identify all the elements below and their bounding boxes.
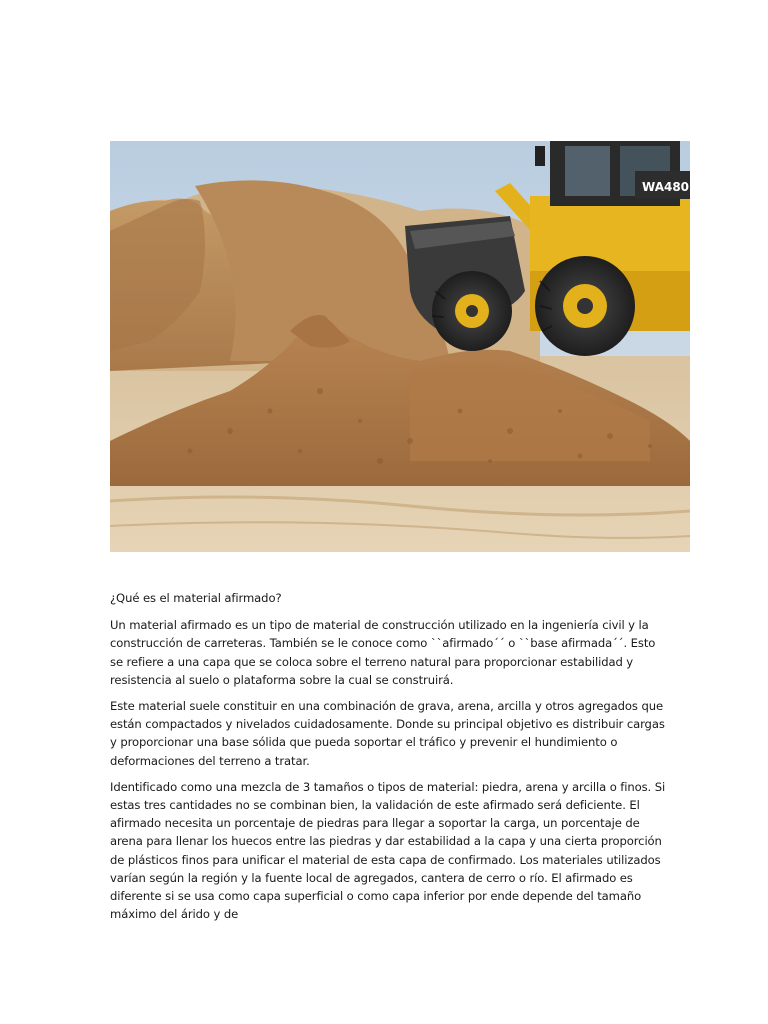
paragraph-composition: Este material suele constituir en una combinación de grava, arena, arcilla y otros agregados que están compactados y nivelados cuidadosamente. Donde su principal objetivo es distribuir cargas y proporcionar una base sólida que pueda soportar el tráfico y prevenir el hundimiento o deformaciones del terreno a tratar.	[110, 699, 665, 768]
construction-photo	[110, 141, 690, 552]
section-heading: ¿Qué es el material afirmado?	[110, 591, 282, 605]
paragraph-definition: Un material afirmado es un tipo de material de construcción utilizado en la ingeniería civil y la construcción de carreteras. También se le conoce como ``afirmado´´ o ``base afirmada´´. Esto se refiere a una capa que se coloca sobre el terreno natural para proporcionar estabilidad y resistencia al suelo o plataforma sobre la cual se construirá.	[110, 618, 656, 687]
article-body	[110, 589, 670, 931]
paragraph-mixture: Identificado como una mezcla de 3 tamaños o tipos de material: piedra, arena y arcilla o finos. Si estas tres cantidades no se combinan bien, la validación de este afirmado será deficiente. El afirmado necesita un porcentaje de piedras para llegar a soportar la carga, un porcentaje de arena para llenar los huecos entre las piedras y dar estabilidad a la capa y una cierta proporción de plásticos finos para unificar el material de esta capa de confirmado. Los materiales utilizados varían según la región y la fuente local de agregados, cantera de cerro o río. El afirmado es diferente si se usa como capa superficial o como capa inferior por ende depende del tamaño máximo del árido y de	[110, 779, 666, 922]
vehicle-model-label: WA480	[642, 180, 690, 194]
